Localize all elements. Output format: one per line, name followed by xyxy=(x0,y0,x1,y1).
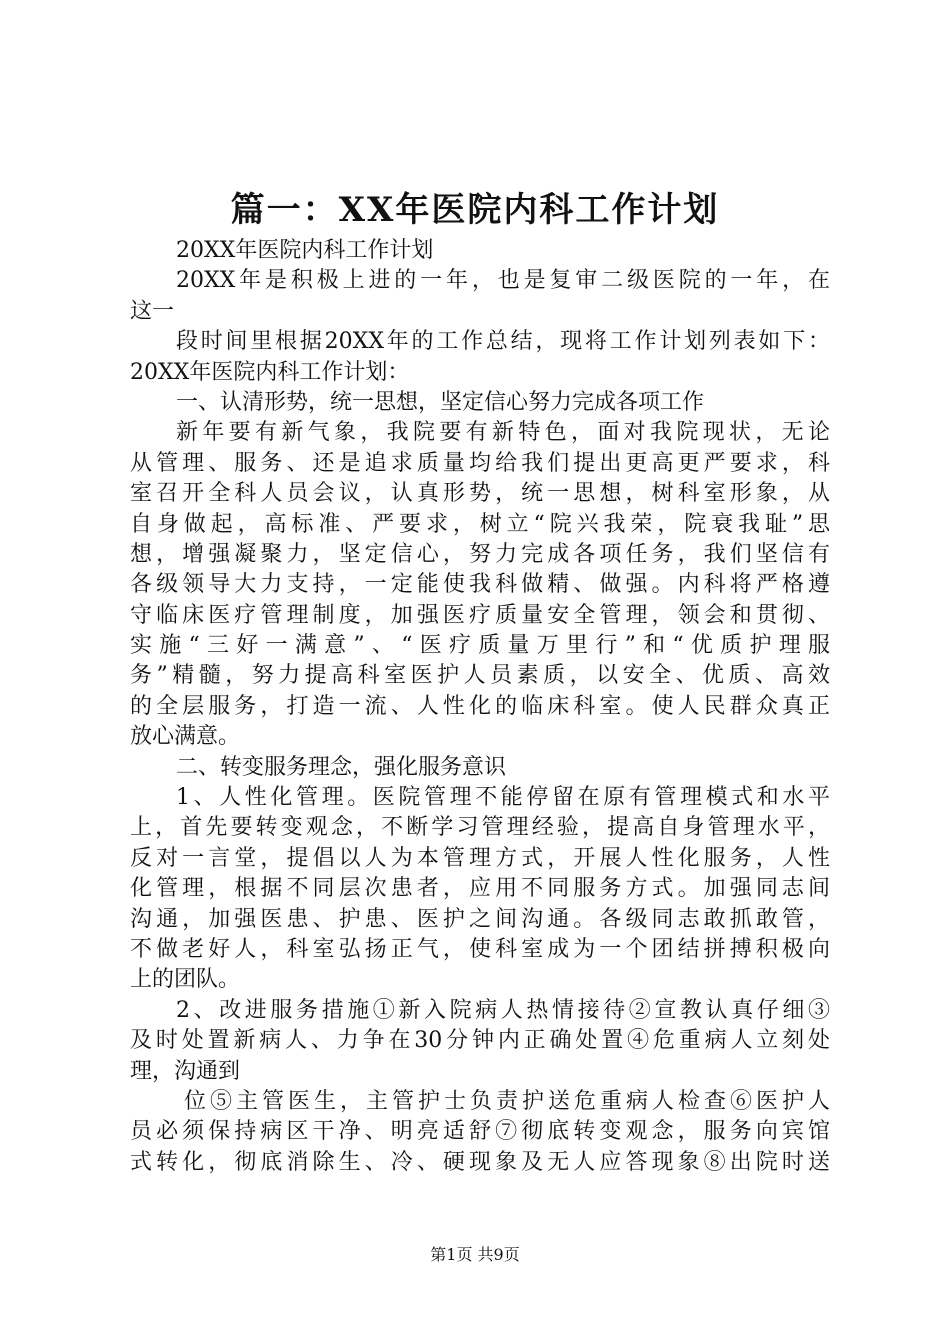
paragraph-line: 务”精髓，努力提高科室医护人员素质，以安全、优质、高效 xyxy=(130,663,830,689)
paragraph-line: 新年要有新气象，我院要有新特色，面对我院现状，无论 xyxy=(176,420,830,446)
paragraph-line: 的全层服务，打造一流、人性化的临床科室。使人民群众真正 xyxy=(130,693,830,719)
paragraph-line: 室召开全科人员会议，认真形势，统一思想，树科室形象，从 xyxy=(130,481,830,507)
paragraph-line: 2、改进服务措施①新入院病人热情接待②宣教认真仔细③ xyxy=(176,997,830,1023)
paragraph-line: 20XX年医院内科工作计划 xyxy=(176,238,434,263)
paragraph-line: 及时处置新病人、力争在30分钟内正确处置④危重病人立刻处 xyxy=(130,1028,830,1054)
paragraph-line: 守临床医疗管理制度，加强医疗质量安全管理，领会和贯彻、 xyxy=(130,602,830,628)
paragraph-line: 20XX年是积极上进的一年，也是复审二级医院的一年，在 xyxy=(176,268,830,294)
paragraph-line: 沟通，加强医患、护患、医护之间沟通。各级同志敢抓敢管， xyxy=(130,906,830,932)
paragraph-line: 不做老好人，科室弘扬正气，使科室成为一个团结拼搏积极向 xyxy=(130,936,830,962)
document-title: 篇一：XX年医院内科工作计划 xyxy=(230,190,720,230)
paragraph-line: 放心满意。 xyxy=(130,724,241,750)
paragraph-line: 1、人性化管理。医院管理不能停留在原有管理模式和水平 xyxy=(176,785,830,811)
paragraph-line: 一、认清形势，统一思想，坚定信心努力完成各项工作 xyxy=(176,389,705,415)
paragraph-line: 段时间里根据20XX年的工作总结，现将工作计划列表如下： xyxy=(176,329,830,355)
paragraph-line: 想，增强凝聚力，坚定信心，努力完成各项任务，我们坚信有 xyxy=(130,541,830,567)
paragraph-line: 从管理、服务、还是追求质量均给我们提出更高更严要求，科 xyxy=(130,450,830,476)
paragraph-line: 20XX年医院内科工作计划： xyxy=(130,359,410,385)
paragraph-line: 自身做起，高标准、严要求，树立“院兴我荣，院衰我耻”思 xyxy=(130,511,830,537)
paragraph-line: 式转化，彻底消除生、冷、硬现象及无人应答现象⑧出院时送 xyxy=(130,1149,830,1175)
paragraph-line: 这一 xyxy=(130,298,175,324)
paragraph-line: 位⑤主管医生，主管护士负责护送危重病人检查⑥医护人 xyxy=(184,1088,830,1114)
paragraph-line: 实施“三好一满意”、“医疗质量万里行”和“优质护理服 xyxy=(130,633,830,659)
document-body xyxy=(130,236,830,1178)
paragraph-line: 理，沟通到 xyxy=(130,1058,241,1084)
paragraph-line: 各级领导大力支持，一定能使我科做精、做强。内科将严格遵 xyxy=(130,572,830,598)
page-footer: 第1页 共9页 xyxy=(430,1245,520,1264)
paragraph-line: 上，首先要转变观念，不断学习管理经验，提高自身管理水平， xyxy=(130,815,830,841)
paragraph-line: 上的团队。 xyxy=(130,967,241,993)
paragraph-line: 二、转变服务理念，强化服务意识 xyxy=(176,754,507,780)
paragraph-line: 反对一言堂，提倡以人为本管理方式，开展人性化服务，人性 xyxy=(130,845,830,871)
paragraph-line: 员必须保持病区干净、明亮适舒⑦彻底转变观念，服务向宾馆 xyxy=(130,1119,830,1145)
paragraph-line: 化管理，根据不同层次患者，应用不同服务方式。加强同志间 xyxy=(130,876,830,902)
